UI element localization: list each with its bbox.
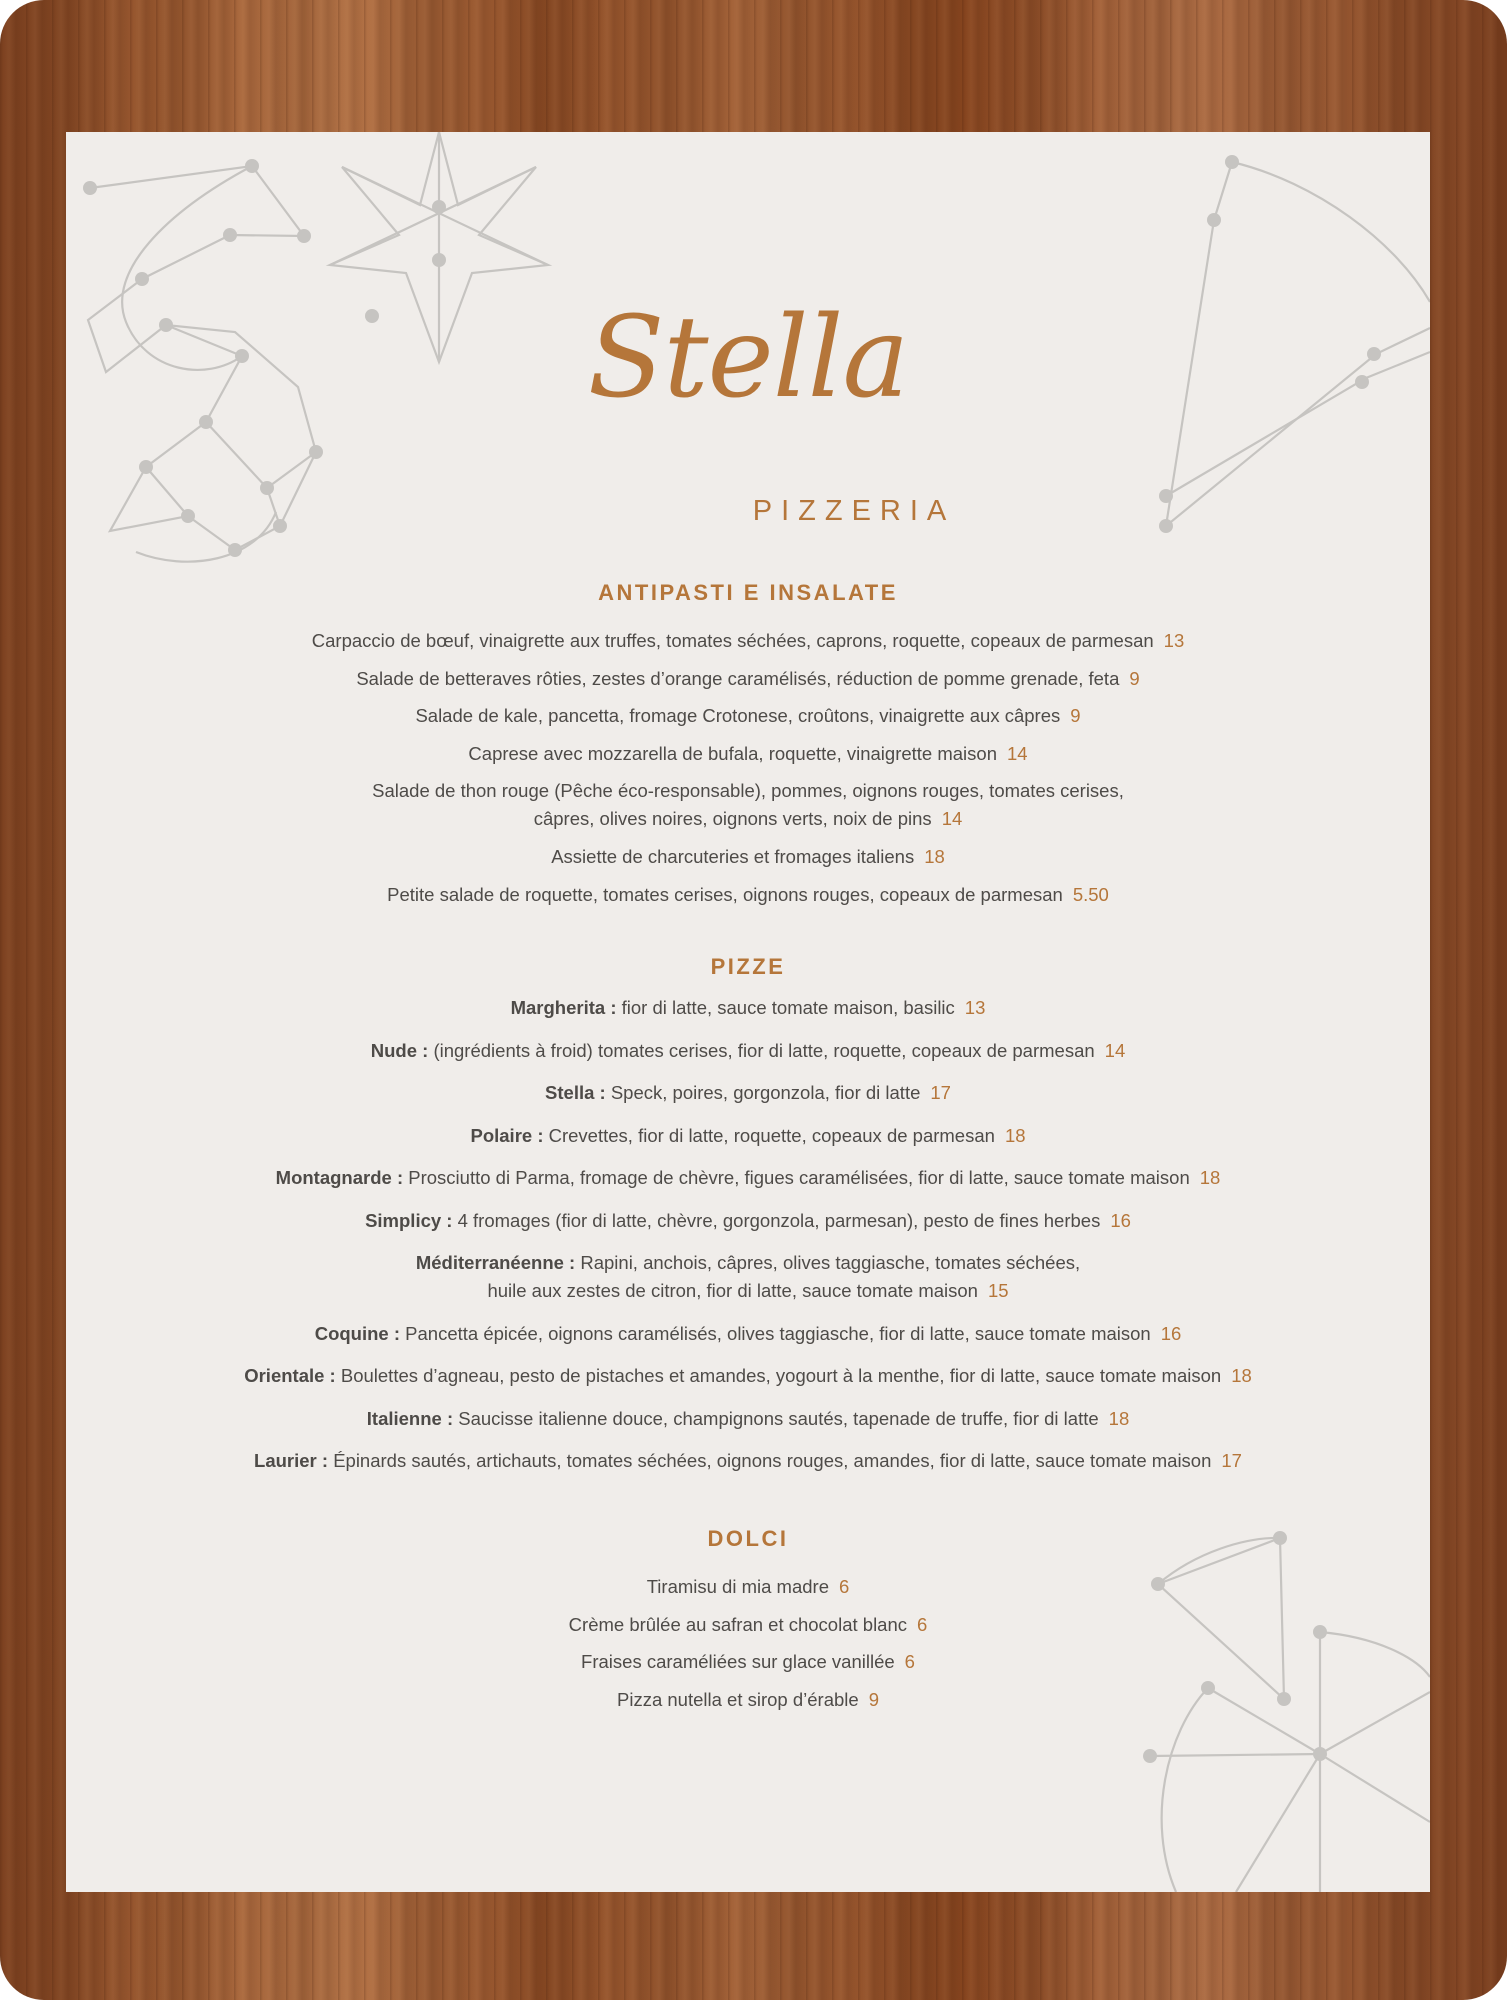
item-price: 14 <box>1104 1039 1126 1061</box>
menu-item <box>86 777 1410 833</box>
restaurant-logo-name: Stella <box>587 293 909 423</box>
item-price: 18 <box>1231 1365 1252 1386</box>
item-description-line2: huile aux zestes de citron, fior di latte, sauce tomate maison <box>487 1280 978 1301</box>
item-description: Rapini, anchois, câpres, olives taggiasche, tomates séchées, <box>580 1252 1081 1273</box>
pizza-name: Margherita : <box>510 997 617 1018</box>
item-description-line2: câpres, olives noires, oignons verts, noix de pins <box>533 808 932 830</box>
item-price: 18 <box>1004 1124 1026 1146</box>
item-description: Boulettes d’agneau, pesto de pistaches et amandes, yogourt à la menthe, fior di latte, sauce tomate maison <box>340 1365 1222 1386</box>
menu-item <box>86 1122 1410 1150</box>
pizza-name: Nude : <box>370 1039 429 1061</box>
item-description: Assiette de charcuteries et fromages italiens <box>551 845 915 867</box>
menu-item <box>86 1648 1410 1676</box>
pizza-name: Polaire : <box>470 1124 544 1146</box>
item-description: Crème brûlée au safran et chocolat blanc <box>568 1613 908 1635</box>
item-description: Salade de kale, pancetta, fromage Crotonese, croûtons, vinaigrette aux câpres <box>415 705 1061 727</box>
menu-item <box>86 1611 1410 1639</box>
pizze-list <box>86 994 1410 1490</box>
item-description: Carpaccio de bœuf, vinaigrette aux truffes, tomates séchées, caprons, roquette, copeaux de parmesan <box>311 630 1154 651</box>
menu-item <box>86 702 1410 730</box>
menu-item <box>86 627 1410 655</box>
item-price: 13 <box>1163 630 1185 651</box>
menu-item <box>86 665 1410 693</box>
dolci-list <box>86 1573 1410 1723</box>
pizza-name: Laurier : <box>254 1450 329 1471</box>
item-price: 6 <box>839 1576 850 1597</box>
item-price: 16 <box>1110 1209 1131 1231</box>
menu-item <box>86 1686 1410 1714</box>
item-price: 17 <box>930 1082 951 1103</box>
pizza-name: Coquine : <box>314 1322 401 1344</box>
item-description: 4 fromages (fior di latte, chèvre, gorgonzola, parmesan), pesto de fines herbes <box>457 1209 1101 1231</box>
item-description: Speck, poires, gorgonzola, fior di latte <box>610 1082 921 1103</box>
menu-item <box>86 1405 1410 1433</box>
item-price: 14 <box>1007 742 1028 764</box>
item-description: Épinards sautés, artichauts, tomates séchées, oignons rouges, amandes, fior di latte, sauce tomate maison <box>333 1450 1212 1471</box>
item-description: Tiramisu di mia madre <box>646 1576 829 1597</box>
pizza-name: Stella : <box>545 1082 606 1103</box>
pizza-name: Orientale : <box>244 1365 336 1386</box>
menu-item <box>86 1320 1410 1348</box>
item-price: 14 <box>941 808 963 830</box>
item-description: Caprese avec mozzarella de bufala, roquette, vinaigrette maison <box>468 742 997 764</box>
item-description: (ingrédients à froid) tomates cerises, fior di latte, roquette, copeaux de parmesan <box>433 1039 1095 1061</box>
menu-item <box>86 1207 1410 1235</box>
item-price: 18 <box>924 845 945 867</box>
menu-item <box>86 1079 1410 1107</box>
item-description: Pancetta épicée, oignons caramélisés, olives taggiasche, fior di latte, sauce tomate maison <box>405 1322 1151 1344</box>
menu-item <box>86 1362 1410 1390</box>
item-description: Petite salade de roquette, tomates cerises, oignons rouges, copeaux de parmesan <box>387 883 1063 905</box>
item-description: Crevettes, fior di latte, roquette, copeaux de parmesan <box>548 1124 995 1146</box>
pizza-name: Simplicy : <box>365 1209 453 1231</box>
item-price: 5.50 <box>1072 883 1109 905</box>
item-price: 13 <box>964 997 986 1018</box>
item-description: fior di latte, sauce tomate maison, basilic <box>621 997 955 1018</box>
item-description: Salade de betteraves rôties, zestes d’orange caramélisés, réduction de pomme grenade, feta <box>356 667 1120 689</box>
item-price: 16 <box>1160 1322 1182 1344</box>
menu-sheet <box>66 132 1430 1892</box>
section-title-dolci: DOLCI <box>707 1526 789 1551</box>
item-price: 6 <box>904 1651 915 1673</box>
menu-item <box>86 843 1410 871</box>
menu-item <box>86 1037 1410 1065</box>
item-price: 18 <box>1108 1407 1130 1429</box>
item-price: 15 <box>987 1280 1009 1301</box>
item-description: Salade de thon rouge (Pêche éco-responsable), pommes, oignons rouges, tomates cerises, <box>372 780 1124 802</box>
item-price: 9 <box>1129 667 1140 689</box>
item-description: Saucisse italienne douce, champignons sautés, tapenade de truffe, fior di latte <box>458 1407 1099 1429</box>
menu-item <box>86 1573 1410 1601</box>
menu-item <box>86 740 1410 768</box>
item-description: Pizza nutella et sirop d’érable <box>617 1688 859 1710</box>
section-title-pizze: PIZZE <box>710 954 786 979</box>
menu-item <box>86 1447 1410 1475</box>
pizza-name: Montagnarde : <box>275 1167 404 1188</box>
restaurant-logo-subtitle: PIZZERIA <box>752 495 956 527</box>
section-title-antipasti: ANTIPASTI E INSALATE <box>598 580 898 605</box>
item-price: 9 <box>868 1688 879 1710</box>
pizza-name: Italienne : <box>366 1407 454 1429</box>
pizza-name: Méditerranéenne : <box>415 1252 576 1273</box>
item-description: Fraises caraméliées sur glace vanillée <box>581 1651 895 1673</box>
item-description: Prosciutto di Parma, fromage de chèvre, figues caramélisées, fior di latte, sauce tomate maison <box>408 1167 1190 1188</box>
menu-item <box>86 1164 1410 1192</box>
item-price: 17 <box>1221 1450 1242 1471</box>
menu-item <box>86 994 1410 1022</box>
menu-item <box>86 1249 1410 1305</box>
menu-item <box>86 881 1410 909</box>
item-price: 18 <box>1199 1167 1221 1188</box>
antipasti-list <box>86 627 1410 918</box>
item-price: 6 <box>917 1613 928 1635</box>
item-price: 9 <box>1070 705 1081 727</box>
